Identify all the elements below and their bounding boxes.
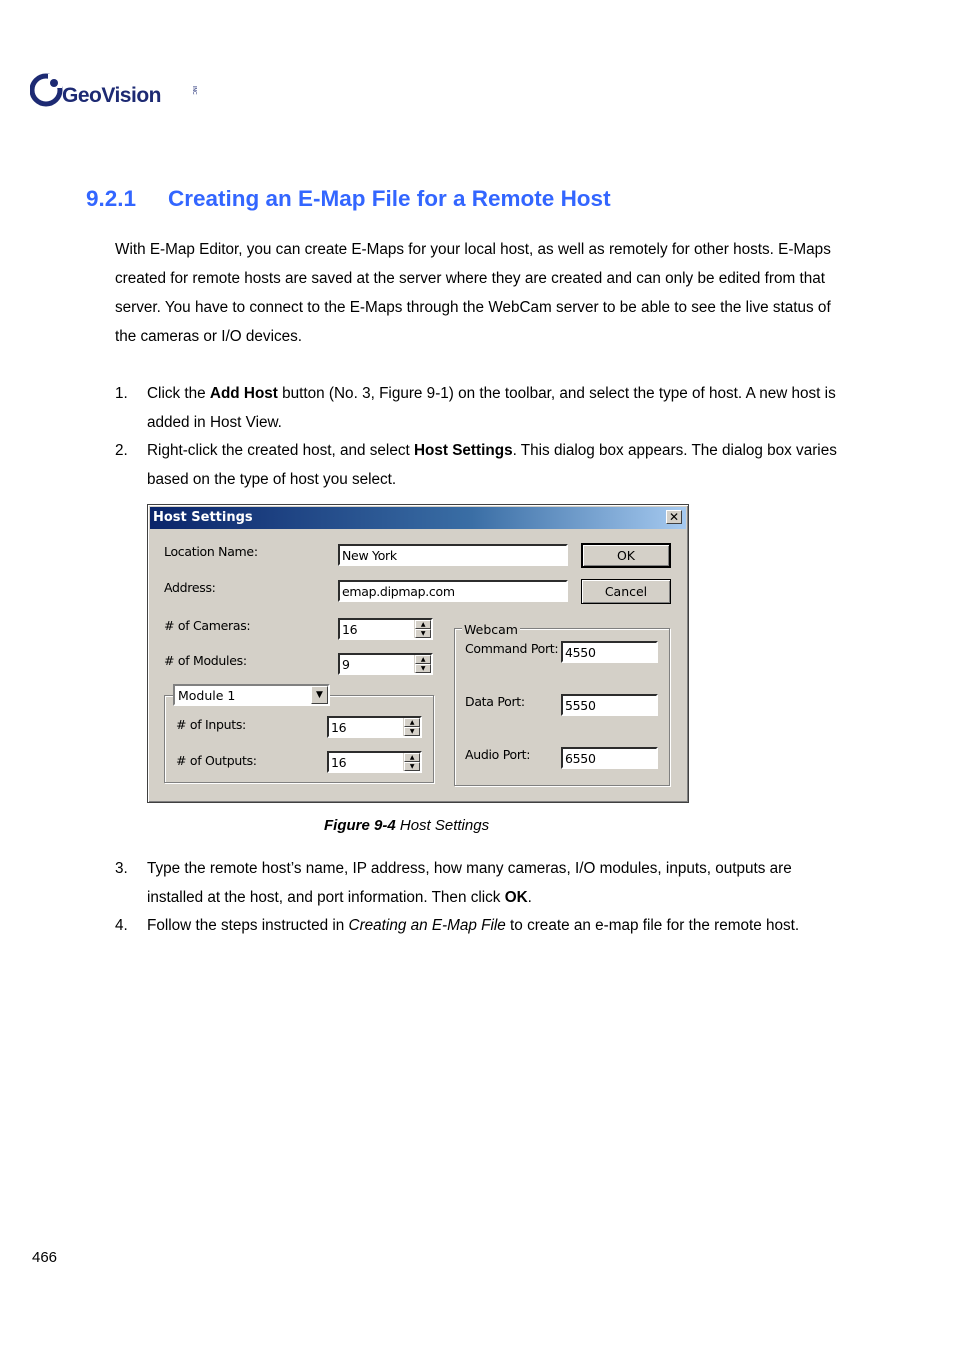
outputs-spinner[interactable] xyxy=(403,753,420,771)
section-number: 9.2.1 xyxy=(86,186,137,211)
spin-down-icon[interactable]: ▼ xyxy=(404,727,420,736)
steps-list-b xyxy=(115,855,845,941)
spin-down-icon[interactable]: ▼ xyxy=(415,664,431,673)
location-name-label: Location Name: xyxy=(164,544,258,559)
step-text: . This dialog box appears. The dialog box varies based on the type of host you select. xyxy=(147,442,837,488)
step-italic: Creating an E-Map File xyxy=(348,917,506,935)
step-text: Click the xyxy=(147,385,210,402)
step-number: 2. xyxy=(115,442,128,460)
modules-value: 9 xyxy=(342,657,350,672)
host-settings-dialog xyxy=(147,504,689,803)
outputs-stepper[interactable] xyxy=(327,751,422,773)
audio-port-label: Audio Port: xyxy=(465,747,531,762)
modules-spinner[interactable] xyxy=(414,655,431,673)
list-item xyxy=(115,437,845,494)
close-button[interactable] xyxy=(666,510,682,524)
section-heading xyxy=(86,186,611,212)
step-bold: OK xyxy=(504,888,528,906)
cameras-label: # of Cameras: xyxy=(164,618,251,633)
cameras-value: 16 xyxy=(342,622,358,637)
step-number: 1. xyxy=(115,385,128,402)
audio-port-field[interactable]: 6550 xyxy=(561,747,658,769)
ok-button[interactable]: OK xyxy=(581,543,671,568)
inputs-label: # of Inputs: xyxy=(176,717,246,732)
data-port-field[interactable]: 5550 xyxy=(561,694,658,716)
spin-down-icon[interactable]: ▼ xyxy=(404,762,420,771)
geovision-logo-icon xyxy=(30,72,66,108)
module-select-value: Module 1 xyxy=(178,688,236,703)
inputs-stepper[interactable] xyxy=(327,716,422,738)
cameras-spinner[interactable] xyxy=(414,620,431,638)
step-number: 4. xyxy=(115,917,128,935)
spin-up-icon[interactable]: ▲ xyxy=(415,655,431,664)
close-icon: ✕ xyxy=(668,510,680,524)
step-number: 3. xyxy=(115,860,128,877)
logo-trademark: INC xyxy=(191,86,197,95)
list-item xyxy=(115,855,845,912)
list-item xyxy=(115,912,845,941)
spin-up-icon[interactable]: ▲ xyxy=(404,753,420,762)
step-bold: Add Host xyxy=(209,385,278,402)
step-text: to create an e-map file for the remote host. xyxy=(505,917,800,935)
address-label: Address: xyxy=(164,580,216,595)
inputs-value: 16 xyxy=(331,720,347,735)
module-select[interactable] xyxy=(173,684,330,706)
modules-label: # of Modules: xyxy=(164,653,247,668)
inputs-spinner[interactable] xyxy=(403,718,420,736)
cameras-stepper[interactable] xyxy=(338,618,433,640)
command-port-field[interactable]: 4550 xyxy=(561,641,658,663)
step-text: Type the remote host’s name, IP address, how many cameras, I/O modules, inputs, outputs are installed at the host, and port information. Then click xyxy=(147,860,792,906)
step-bold: Host Settings xyxy=(413,442,513,460)
steps-list-a xyxy=(115,380,845,494)
step-text: Right-click the created host, and select xyxy=(147,442,414,460)
dialog-titlebar[interactable] xyxy=(150,507,686,529)
section-title: Creating an E-Map File for a Remote Host xyxy=(168,186,611,211)
step-text: . xyxy=(527,888,532,906)
list-item xyxy=(115,380,845,437)
command-port-label: Command Port: xyxy=(465,641,559,656)
logo-text: GeoVision xyxy=(62,84,161,107)
outputs-label: # of Outputs: xyxy=(176,753,257,768)
dialog-title: Host Settings xyxy=(153,510,253,525)
outputs-value: 16 xyxy=(331,755,347,770)
webcam-group-title: Webcam xyxy=(464,622,518,637)
figure-number: Figure 9-4 xyxy=(324,817,396,834)
modules-stepper[interactable] xyxy=(338,653,433,675)
spin-up-icon[interactable]: ▲ xyxy=(404,718,420,727)
location-name-field[interactable]: New York xyxy=(338,544,568,566)
data-port-label: Data Port: xyxy=(465,694,525,709)
step-text: button (No. 3, Figure 9-1) on the toolbar, and select the type of host. A new host is added in Host View. xyxy=(147,385,836,431)
page-number: 466 xyxy=(32,1249,58,1266)
step-text: Follow the steps instructed in xyxy=(147,917,349,935)
address-field[interactable]: emap.dipmap.com xyxy=(338,580,568,602)
spin-down-icon[interactable]: ▼ xyxy=(415,629,431,638)
figure-title: Host Settings xyxy=(395,817,490,834)
chevron-down-icon[interactable]: ▼ xyxy=(311,686,328,704)
intro-paragraph: With E-Map Editor, you can create E-Maps for your local host, as well as remotely for other hosts. E-Maps created for remote hosts are saved at the server where they are created and can only be edited from that server. You have to connect to the E-Maps through the WebCam server to be able to see the live status of the cameras or I/O devices. xyxy=(115,241,831,345)
cancel-button[interactable]: Cancel xyxy=(581,579,671,604)
spin-up-icon[interactable]: ▲ xyxy=(415,620,431,629)
